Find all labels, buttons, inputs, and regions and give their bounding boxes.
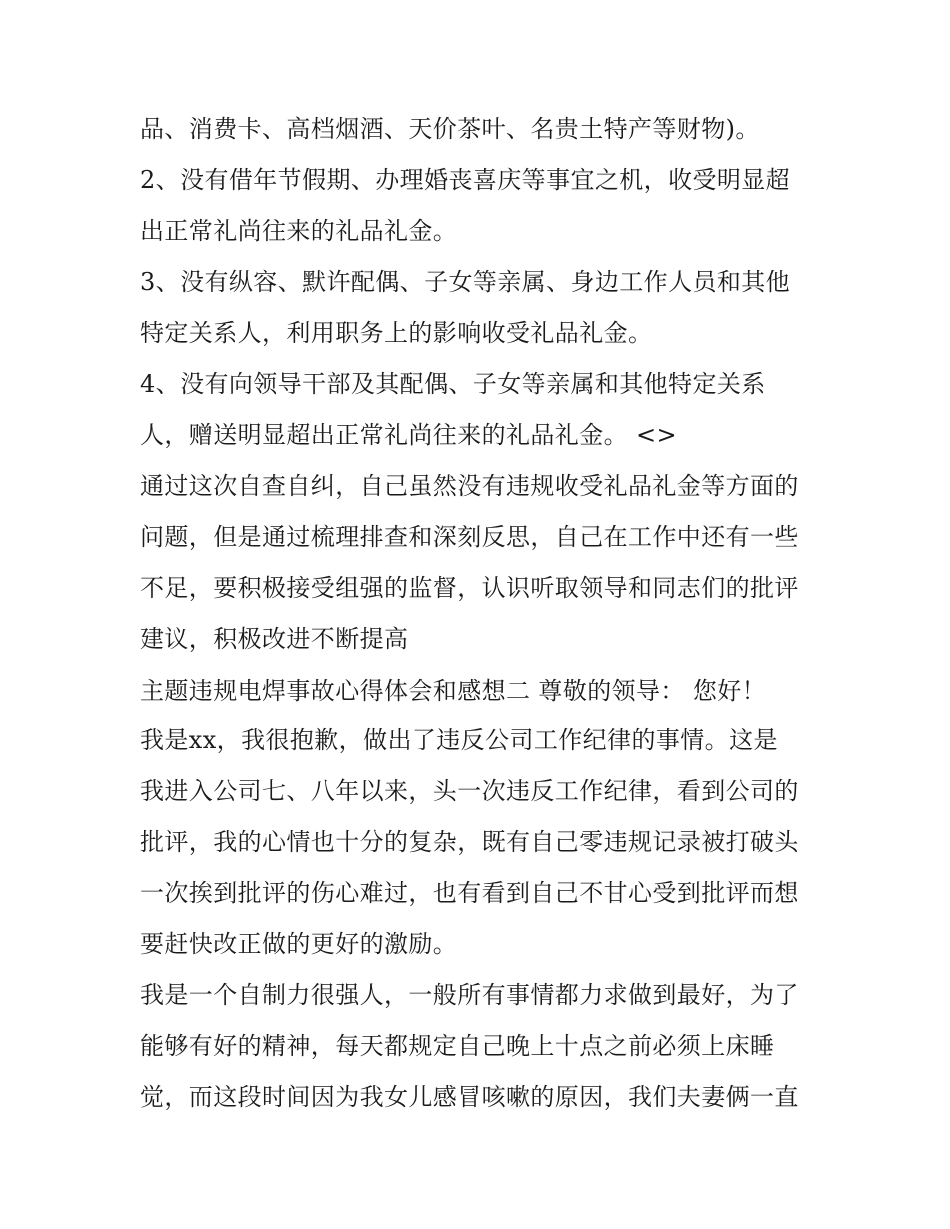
text-line: 特定关系人，利用职务上的影响收受礼品礼金。: [140, 319, 653, 347]
text-line: 建议，积极改进不断提高: [140, 625, 409, 653]
text-line: 4、没有向领导干部及其配偶、子女等亲属和其他特定关系: [140, 370, 766, 398]
text-line: 不足，要积极接受组强的监督，认识听取领导和同志们的批评: [140, 574, 799, 602]
text-line: 能够有好的精神，每天都规定自己晚上十点之前必须上床睡: [140, 1032, 775, 1060]
text-line: 人，赠送明显超出正常礼尚往来的礼品礼金。 <>: [140, 421, 678, 449]
text-line: 通过这次自查自纠，自己虽然没有违规收受礼品礼金等方面的: [140, 472, 799, 500]
text-line: 要赶快改正做的更好的激励。: [140, 930, 458, 958]
text-line: 觉，而这段时间因为我女儿感冒咳嗽的原因，我们夫妻俩一直: [140, 1083, 799, 1111]
text-line: 我是xx，我很抱歉，做出了违反公司工作纪律的事情。这是: [140, 726, 778, 754]
text-line: 出正常礼尚往来的礼品礼金。: [140, 217, 458, 245]
text-line: 我是一个自制力很强人，一般所有事情都力求做到最好，为了: [140, 981, 799, 1009]
text-line: 2、没有借年节假期、办理婚丧喜庆等事宜之机，收受明显超: [140, 166, 791, 194]
text-line: 批评，我的心情也十分的复杂，既有自己零违规记录被打破头: [140, 828, 799, 856]
text-line: 品、消费卡、高档烟酒、天价茶叶、名贵土特产等财物)。: [140, 115, 760, 143]
text-line: 一次挨到批评的伤心难过，也有看到自己不甘心受到批评而想: [140, 879, 799, 907]
text-line: 问题，但是通过梳理排查和深刻反思，自己在工作中还有一些: [140, 523, 799, 551]
text-line: 3、没有纵容、默许配偶、子女等亲属、身边工作人员和其他: [140, 268, 791, 296]
text-line: 我进入公司七、八年以来，头一次违反工作纪律，看到公司的: [140, 777, 799, 805]
text-line: 主题违规电焊事故心得体会和感想二 尊敬的领导： 您好！: [140, 677, 767, 705]
